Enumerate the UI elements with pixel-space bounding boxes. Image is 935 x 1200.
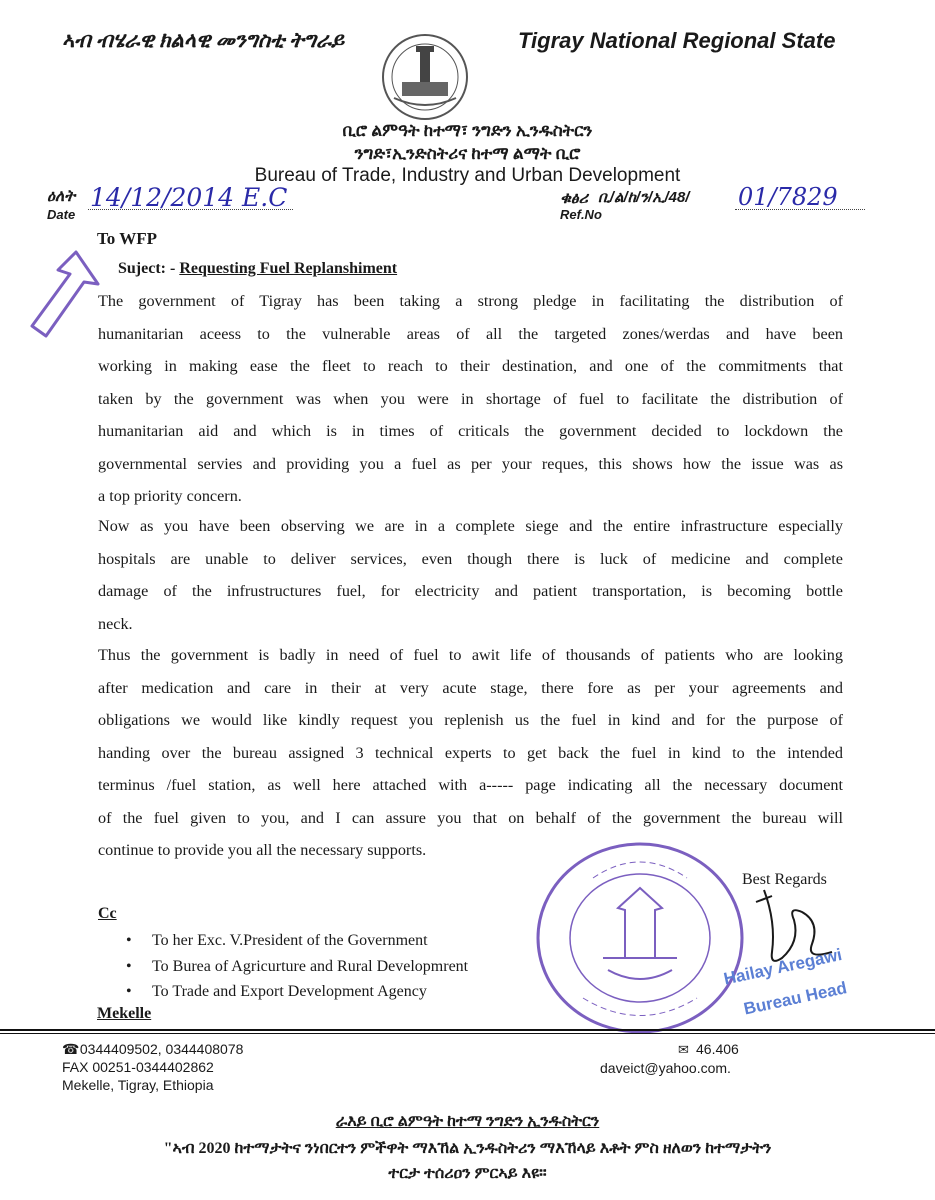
paragraph-line: damage of the infrustructures fuel, for electricity and patient transportation, is becoming bottle [98,582,843,600]
cc-item: • To Trade and Export Development Agency [118,979,468,1005]
cc-item: • To her Exc. V.President of the Government [118,928,468,954]
paragraph-line: a top priority concern. [98,487,242,505]
city-name: Mekelle [97,1005,152,1022]
paragraph-3 [98,639,843,867]
paragraph-line: humanitarian aid and which is in times of criticals the government decided to lockdown the [98,422,843,440]
footer-divider-thin [0,1033,935,1034]
date-label-amharic: ዕለት [47,188,76,205]
paragraph-line: hospitals are unable to deliver services, even though there is luck of medicine and complete [98,549,843,568]
reference-value: 01/7829 [738,183,838,211]
footer-contact-right [600,1040,739,1077]
cc-heading: Cc [98,905,117,922]
paragraph-line: humanitarian aceess to the vulnerable areas of all the targeted zones/werdas and have been [98,324,843,343]
paragraph-line: of the fuel given to you, and I can assure you that on behalf of the government the bureau will [98,808,843,827]
paragraph-line: taken by the government was when you were in shortage of fuel to facilitate the distribution of [98,389,843,408]
footer-vision-title: ራእይ ቢሮ ልምዓት ከተማ ንግድን ኢንዱስትርን [335,1113,600,1130]
cc-item: • To Burea of Agricurture and Rural Developmrent [118,954,468,980]
footer-contact-left [62,1040,243,1094]
paragraph-line: after medication and care in their at very acute stage, there fore as per your agreements and [98,678,843,697]
paragraph-line: governmental servies and providing you a fuel as per your reques, this shows how the issue was as [98,454,843,473]
reference-label-amharic: ቁፅሪ [560,190,588,207]
paragraph-line: handing over the bureau assigned 3 technical experts to get back the fuel in kind to the intended [98,743,843,762]
date-value: 14/12/2014 E.C [90,183,288,212]
signature-stamp-title: Bureau Head [742,978,849,1019]
signature-stamp-name: Hailay Aregawi [722,944,844,989]
paragraph-line: Thus the government is badly in need of fuel to awit life of thousands of patients who are looking [98,646,843,664]
paragraph-line: neck. [98,614,133,633]
paragraph-2 [98,510,843,640]
paragraph-line: terminus /fuel station, as well here attached with a----- page indicating all the necessary document [98,776,843,794]
closing-best-regards: Best Regards [742,871,827,888]
date-label-english: Date [47,207,76,222]
footer-phone: 0344409502, 0344408078 [79,1041,244,1057]
paragraph-line: The government of Tigray has been taking a strong pledge in facilitating the distribution of [98,292,843,310]
department-amharic-line-2: ንግድ፣ኢንድስትሪና ከተማ ልማት ቢሮ [354,144,581,163]
footer-address: Mekelle, Tigray, Ethiopia [62,1077,214,1093]
department-english: Bureau of Trade, Industry and Urban Development [254,165,681,186]
reference-prefix: ቢ/ል/ከ/ን/ኢ/48/ [598,189,690,206]
paragraph-line: Now as you have been observing we are in a complete siege and the entire infrastructure especially [98,517,843,535]
department-amharic-line-1: ቢሮ ልምዓት ከተማ፣ ንግድን ኢንዱስትርን [342,121,593,140]
cc-list [118,928,468,1005]
recipient: To WFP [97,229,157,248]
footer-fax: FAX 00251-0344402862 [62,1059,214,1075]
paragraph-1 [98,285,843,513]
reference-label-english: Ref.No [560,207,602,222]
subject-text: Requesting Fuel Replanshiment [179,260,398,277]
official-stamp [533,838,748,1038]
header-right-english: Tigray National Regional State [518,28,836,53]
footer-pobox: 46.406 [696,1041,739,1057]
subject-line [118,260,397,278]
footer-vision-line-2: ተርታ ተሰሪዐን ምርኣይ እዩ። [388,1165,547,1182]
bureau-seal-logo [380,32,470,122]
header-left-amharic: ኣብ ብሄራዊ ክልላዊ መንግስቲ ትግራይ [62,28,345,52]
footer-vision-line-1: "ኣብ 2020 ከተማታትና ንነበርተን ምችዋት ማእኸል ኢንዱስትሪን ማእኸላይ እቶት ምስ ዘለወን ከተማታትን [163,1140,772,1157]
paragraph-line: continue to provide you all the necessary supports. [98,841,427,859]
paragraph-line: obligations we would like kindly request you replenish us the fuel in kind and for the purpose of [98,711,843,729]
footer-divider-thick [0,1029,935,1031]
subject-label: Suject: - [118,260,180,277]
hand-drawn-arrow-icon [18,240,108,350]
phone-icon: ☎ [62,1041,80,1057]
mail-icon: ✉ [678,1042,689,1057]
paragraph-line: working in making ease the fleet to reach to their destination, and one of the commitments that [98,357,843,375]
footer-email: daveict@yahoo.com. [600,1060,731,1076]
